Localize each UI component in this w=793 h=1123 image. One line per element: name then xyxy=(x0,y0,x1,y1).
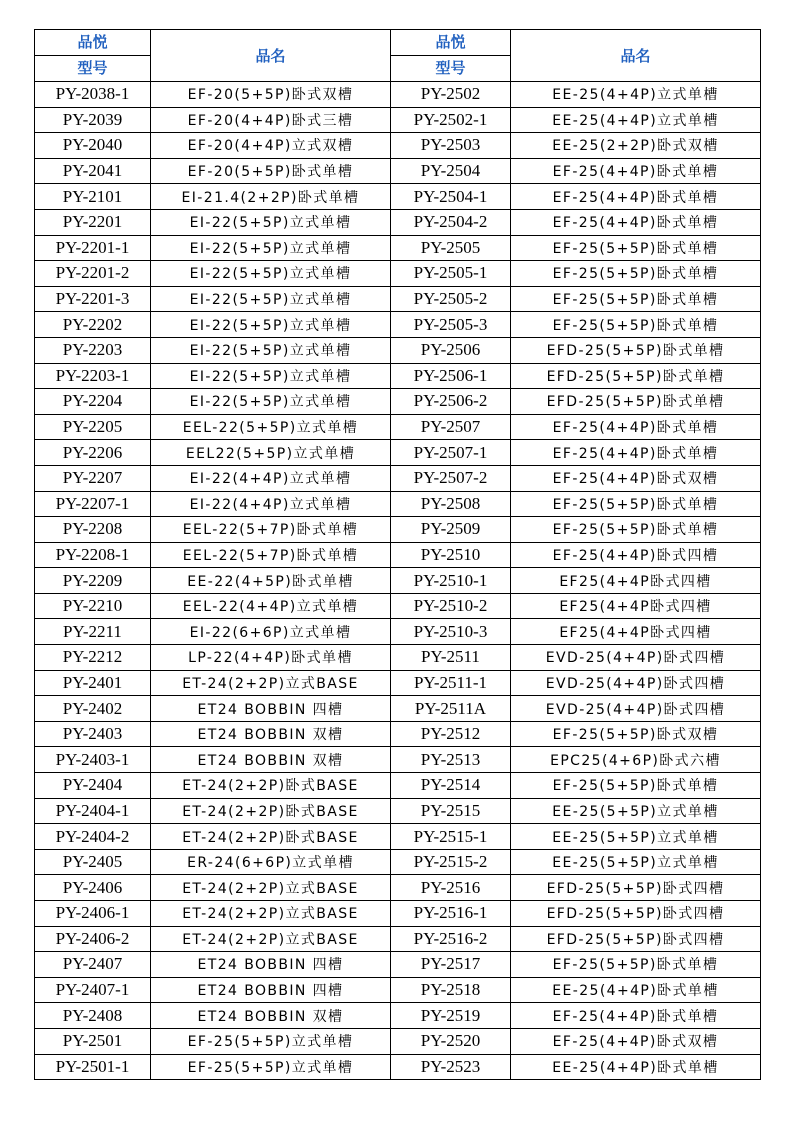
model-cell-left: PY-2204 xyxy=(35,389,151,415)
name-cell-right: EPC25(4+6P)卧式六槽 xyxy=(511,747,761,773)
model-cell-right: PY-2504 xyxy=(391,158,511,184)
model-cell-right: PY-2509 xyxy=(391,517,511,543)
table-row xyxy=(35,158,761,184)
name-cell-right: EVD-25(4+4P)卧式四槽 xyxy=(511,645,761,671)
table-row xyxy=(35,363,761,389)
name-cell-left: ET-24(2+2P)立式BASE xyxy=(151,670,391,696)
table-row xyxy=(35,440,761,466)
model-cell-right: PY-2507-2 xyxy=(391,465,511,491)
model-cell-right: PY-2506-1 xyxy=(391,363,511,389)
model-cell-left: PY-2210 xyxy=(35,593,151,619)
model-cell-right: PY-2510-1 xyxy=(391,568,511,594)
model-cell-right: PY-2504-1 xyxy=(391,184,511,210)
model-cell-right: PY-2510-3 xyxy=(391,619,511,645)
model-cell-left: PY-2408 xyxy=(35,1003,151,1029)
model-cell-right: PY-2505-1 xyxy=(391,261,511,287)
table-row xyxy=(35,773,761,799)
table-row xyxy=(35,1054,761,1080)
name-cell-right: EF-25(4+4P)卧式单槽 xyxy=(511,414,761,440)
table-row xyxy=(35,952,761,978)
model-cell-left: PY-2207-1 xyxy=(35,491,151,517)
name-cell-right: EF-25(4+4P)卧式双槽 xyxy=(511,1028,761,1054)
name-cell-right: EE-25(4+4P)立式单槽 xyxy=(511,82,761,108)
model-cell-right: PY-2511A xyxy=(391,696,511,722)
name-cell-right: EF-25(5+5P)卧式双槽 xyxy=(511,721,761,747)
model-cell-right: PY-2516-1 xyxy=(391,901,511,927)
name-cell-left: ET24 BOBBIN 四槽 xyxy=(151,952,391,978)
name-cell-right: EF-25(5+5P)卧式单槽 xyxy=(511,286,761,312)
model-cell-right: PY-2508 xyxy=(391,491,511,517)
name-cell-left: ER-24(6+6P)立式单槽 xyxy=(151,849,391,875)
name-cell-right: EFD-25(5+5P)卧式四槽 xyxy=(511,901,761,927)
model-cell-right: PY-2513 xyxy=(391,747,511,773)
name-cell-right: EF-25(5+5P)卧式单槽 xyxy=(511,491,761,517)
name-cell-left: EI-22(4+4P)立式单槽 xyxy=(151,465,391,491)
name-cell-right: EE-25(5+5P)立式单槽 xyxy=(511,849,761,875)
name-cell-left: EEL-22(5+5P)立式单槽 xyxy=(151,414,391,440)
model-cell-left: PY-2403-1 xyxy=(35,747,151,773)
model-cell-left: PY-2201-3 xyxy=(35,286,151,312)
model-cell-left: PY-2039 xyxy=(35,107,151,133)
name-cell-right: EE-25(4+4P)立式单槽 xyxy=(511,107,761,133)
name-cell-right: EF-25(4+4P)卧式单槽 xyxy=(511,184,761,210)
model-cell-left: PY-2041 xyxy=(35,158,151,184)
name-cell-right: EF-25(5+5P)卧式单槽 xyxy=(511,952,761,978)
model-cell-left: PY-2205 xyxy=(35,414,151,440)
model-cell-right: PY-2505-2 xyxy=(391,286,511,312)
model-cell-right: PY-2505 xyxy=(391,235,511,261)
name-cell-right: EE-25(5+5P)立式单槽 xyxy=(511,798,761,824)
table-row xyxy=(35,491,761,517)
model-cell-right: PY-2504-2 xyxy=(391,209,511,235)
name-cell-left: ET24 BOBBIN 双槽 xyxy=(151,747,391,773)
table-row xyxy=(35,1028,761,1054)
table-row xyxy=(35,312,761,338)
model-cell-left: PY-2406-2 xyxy=(35,926,151,952)
model-cell-right: PY-2516-2 xyxy=(391,926,511,952)
table-row xyxy=(35,977,761,1003)
name-cell-left: EEL-22(4+4P)立式单槽 xyxy=(151,593,391,619)
name-cell-left: EEL-22(5+7P)卧式单槽 xyxy=(151,517,391,543)
table-row xyxy=(35,1003,761,1029)
table-row xyxy=(35,849,761,875)
table-row xyxy=(35,747,761,773)
table-row xyxy=(35,670,761,696)
model-cell-right: PY-2510-2 xyxy=(391,593,511,619)
model-cell-left: PY-2404-2 xyxy=(35,824,151,850)
model-header-line2: 型号 xyxy=(77,59,108,77)
name-cell-left: EE-22(4+5P)卧式单槽 xyxy=(151,568,391,594)
table-row xyxy=(35,261,761,287)
name-cell-left: EI-21.4(2+2P)卧式单槽 xyxy=(151,184,391,210)
model-cell-left: PY-2203 xyxy=(35,337,151,363)
model-cell-right: PY-2515-2 xyxy=(391,849,511,875)
table-body xyxy=(35,82,761,1080)
name-cell-left: ET-24(2+2P)卧式BASE xyxy=(151,773,391,799)
model-cell-left: PY-2208-1 xyxy=(35,542,151,568)
table-row xyxy=(35,696,761,722)
name-cell-left: EF-25(5+5P)立式单槽 xyxy=(151,1028,391,1054)
name-cell-right: EF-25(5+5P)卧式单槽 xyxy=(511,773,761,799)
name-cell-left: ET24 BOBBIN 四槽 xyxy=(151,696,391,722)
model-cell-left: PY-2407-1 xyxy=(35,977,151,1003)
table-row xyxy=(35,645,761,671)
model-cell-left: PY-2038-1 xyxy=(35,82,151,108)
model-header-line2: 型号 xyxy=(435,59,466,77)
name-cell-left: EEL22(5+5P)立式单槽 xyxy=(151,440,391,466)
name-cell-left: EI-22(5+5P)立式单槽 xyxy=(151,235,391,261)
table-row xyxy=(35,926,761,952)
name-cell-right: EF25(4+4P卧式四槽 xyxy=(511,568,761,594)
name-cell-left: ET-24(2+2P)立式BASE xyxy=(151,926,391,952)
model-cell-right: PY-2512 xyxy=(391,721,511,747)
model-cell-right: PY-2505-3 xyxy=(391,312,511,338)
model-cell-right: PY-2502-1 xyxy=(391,107,511,133)
name-cell-right: EE-25(4+4P)卧式单槽 xyxy=(511,977,761,1003)
model-cell-right: PY-2520 xyxy=(391,1028,511,1054)
model-cell-left: PY-2404-1 xyxy=(35,798,151,824)
name-cell-left: EF-20(5+5P)卧式单槽 xyxy=(151,158,391,184)
table-row xyxy=(35,593,761,619)
model-cell-right: PY-2510 xyxy=(391,542,511,568)
model-cell-left: PY-2406 xyxy=(35,875,151,901)
model-header-line1: 品悦 xyxy=(391,30,510,56)
model-header-line1: 品悦 xyxy=(35,30,150,56)
model-cell-left: PY-2201 xyxy=(35,209,151,235)
name-cell-left: ET24 BOBBIN 双槽 xyxy=(151,1003,391,1029)
model-cell-left: PY-2203-1 xyxy=(35,363,151,389)
name-cell-left: EF-20(5+5P)卧式双槽 xyxy=(151,82,391,108)
name-cell-right: EF-25(5+5P)卧式单槽 xyxy=(511,261,761,287)
table-row xyxy=(35,286,761,312)
name-column-header-right: 品名 xyxy=(511,30,761,82)
model-cell-right: PY-2506-2 xyxy=(391,389,511,415)
name-cell-right: EE-25(5+5P)立式单槽 xyxy=(511,824,761,850)
table-row xyxy=(35,517,761,543)
name-cell-left: ET24 BOBBIN 双槽 xyxy=(151,721,391,747)
model-cell-right: PY-2523 xyxy=(391,1054,511,1080)
model-cell-left: PY-2202 xyxy=(35,312,151,338)
table-row xyxy=(35,337,761,363)
name-cell-left: EI-22(5+5P)立式单槽 xyxy=(151,389,391,415)
model-cell-left: PY-2501 xyxy=(35,1028,151,1054)
table-row xyxy=(35,209,761,235)
name-cell-left: EI-22(5+5P)立式单槽 xyxy=(151,261,391,287)
model-cell-right: PY-2503 xyxy=(391,133,511,159)
model-column-header-right xyxy=(391,30,511,82)
name-cell-left: EI-22(5+5P)立式单槽 xyxy=(151,209,391,235)
model-cell-left: PY-2405 xyxy=(35,849,151,875)
name-cell-right: EF25(4+4P卧式四槽 xyxy=(511,619,761,645)
model-cell-left: PY-2040 xyxy=(35,133,151,159)
name-cell-right: EE-25(4+4P)卧式单槽 xyxy=(511,1054,761,1080)
name-cell-right: EF-25(4+4P)卧式单槽 xyxy=(511,1003,761,1029)
model-cell-right: PY-2519 xyxy=(391,1003,511,1029)
name-cell-left: EI-22(4+4P)立式单槽 xyxy=(151,491,391,517)
name-cell-right: EF-25(5+5P)卧式单槽 xyxy=(511,235,761,261)
model-cell-right: PY-2511 xyxy=(391,645,511,671)
name-cell-right: EVD-25(4+4P)卧式四槽 xyxy=(511,670,761,696)
name-cell-right: EF-25(4+4P)卧式单槽 xyxy=(511,209,761,235)
name-cell-left: ET24 BOBBIN 四槽 xyxy=(151,977,391,1003)
model-cell-right: PY-2514 xyxy=(391,773,511,799)
name-cell-right: EF-25(4+4P)卧式单槽 xyxy=(511,158,761,184)
name-column-header-left: 品名 xyxy=(151,30,391,82)
name-cell-left: EI-22(5+5P)立式单槽 xyxy=(151,337,391,363)
model-cell-left: PY-2211 xyxy=(35,619,151,645)
model-cell-left: PY-2407 xyxy=(35,952,151,978)
table-row xyxy=(35,133,761,159)
name-cell-left: ET-24(2+2P)立式BASE xyxy=(151,875,391,901)
name-cell-right: EFD-25(5+5P)卧式单槽 xyxy=(511,389,761,415)
model-cell-left: PY-2402 xyxy=(35,696,151,722)
model-cell-left: PY-2212 xyxy=(35,645,151,671)
model-cell-right: PY-2507-1 xyxy=(391,440,511,466)
name-cell-right: EF-25(4+4P)卧式单槽 xyxy=(511,440,761,466)
model-cell-right: PY-2511-1 xyxy=(391,670,511,696)
name-cell-left: LP-22(4+4P)卧式单槽 xyxy=(151,645,391,671)
name-cell-right: EFD-25(5+5P)卧式四槽 xyxy=(511,875,761,901)
model-cell-right: PY-2515 xyxy=(391,798,511,824)
table-row xyxy=(35,798,761,824)
name-cell-right: EFD-25(5+5P)卧式四槽 xyxy=(511,926,761,952)
name-cell-left: EF-20(4+4P)卧式三槽 xyxy=(151,107,391,133)
name-cell-right: EVD-25(4+4P)卧式四槽 xyxy=(511,696,761,722)
table-row xyxy=(35,107,761,133)
table-row xyxy=(35,542,761,568)
model-cell-left: PY-2406-1 xyxy=(35,901,151,927)
model-cell-left: PY-2201-1 xyxy=(35,235,151,261)
table-row xyxy=(35,901,761,927)
model-cell-left: PY-2209 xyxy=(35,568,151,594)
name-cell-left: EI-22(5+5P)立式单槽 xyxy=(151,286,391,312)
name-cell-right: EF-25(5+5P)卧式单槽 xyxy=(511,312,761,338)
model-cell-left: PY-2206 xyxy=(35,440,151,466)
model-cell-right: PY-2517 xyxy=(391,952,511,978)
header-row xyxy=(35,30,761,82)
table-row xyxy=(35,235,761,261)
model-cell-left: PY-2403 xyxy=(35,721,151,747)
name-cell-right: EFD-25(5+5P)卧式单槽 xyxy=(511,363,761,389)
table-row xyxy=(35,414,761,440)
name-cell-right: EF25(4+4P卧式四槽 xyxy=(511,593,761,619)
model-cell-right: PY-2518 xyxy=(391,977,511,1003)
name-cell-left: EI-22(5+5P)立式单槽 xyxy=(151,363,391,389)
name-cell-left: ET-24(2+2P)立式BASE xyxy=(151,901,391,927)
model-cell-left: PY-2201-2 xyxy=(35,261,151,287)
model-cell-right: PY-2507 xyxy=(391,414,511,440)
table-row xyxy=(35,465,761,491)
table-row xyxy=(35,389,761,415)
table-row xyxy=(35,721,761,747)
table-row xyxy=(35,824,761,850)
name-cell-left: EI-22(5+5P)立式单槽 xyxy=(151,312,391,338)
name-cell-right: EE-25(2+2P)卧式双槽 xyxy=(511,133,761,159)
model-cell-left: PY-2401 xyxy=(35,670,151,696)
name-cell-right: EF-25(5+5P)卧式单槽 xyxy=(511,517,761,543)
name-cell-left: ET-24(2+2P)卧式BASE xyxy=(151,798,391,824)
table-row xyxy=(35,875,761,901)
name-cell-left: EEL-22(5+7P)卧式单槽 xyxy=(151,542,391,568)
name-cell-right: EF-25(4+4P)卧式双槽 xyxy=(511,465,761,491)
model-cell-left: PY-2101 xyxy=(35,184,151,210)
model-cell-right: PY-2515-1 xyxy=(391,824,511,850)
table-row xyxy=(35,619,761,645)
model-cell-right: PY-2506 xyxy=(391,337,511,363)
name-cell-left: EI-22(6+6P)立式单槽 xyxy=(151,619,391,645)
model-cell-left: PY-2501-1 xyxy=(35,1054,151,1080)
name-cell-right: EF-25(4+4P)卧式四槽 xyxy=(511,542,761,568)
name-cell-right: EFD-25(5+5P)卧式单槽 xyxy=(511,337,761,363)
table-row xyxy=(35,82,761,108)
name-cell-left: ET-24(2+2P)卧式BASE xyxy=(151,824,391,850)
model-cell-left: PY-2207 xyxy=(35,465,151,491)
name-cell-left: EF-20(4+4P)立式双槽 xyxy=(151,133,391,159)
model-cell-left: PY-2208 xyxy=(35,517,151,543)
model-cell-right: PY-2502 xyxy=(391,82,511,108)
model-cell-left: PY-2404 xyxy=(35,773,151,799)
name-cell-left: EF-25(5+5P)立式单槽 xyxy=(151,1054,391,1080)
table-row xyxy=(35,568,761,594)
model-cell-right: PY-2516 xyxy=(391,875,511,901)
product-table xyxy=(34,29,761,1080)
model-column-header-left xyxy=(35,30,151,82)
table-row xyxy=(35,184,761,210)
